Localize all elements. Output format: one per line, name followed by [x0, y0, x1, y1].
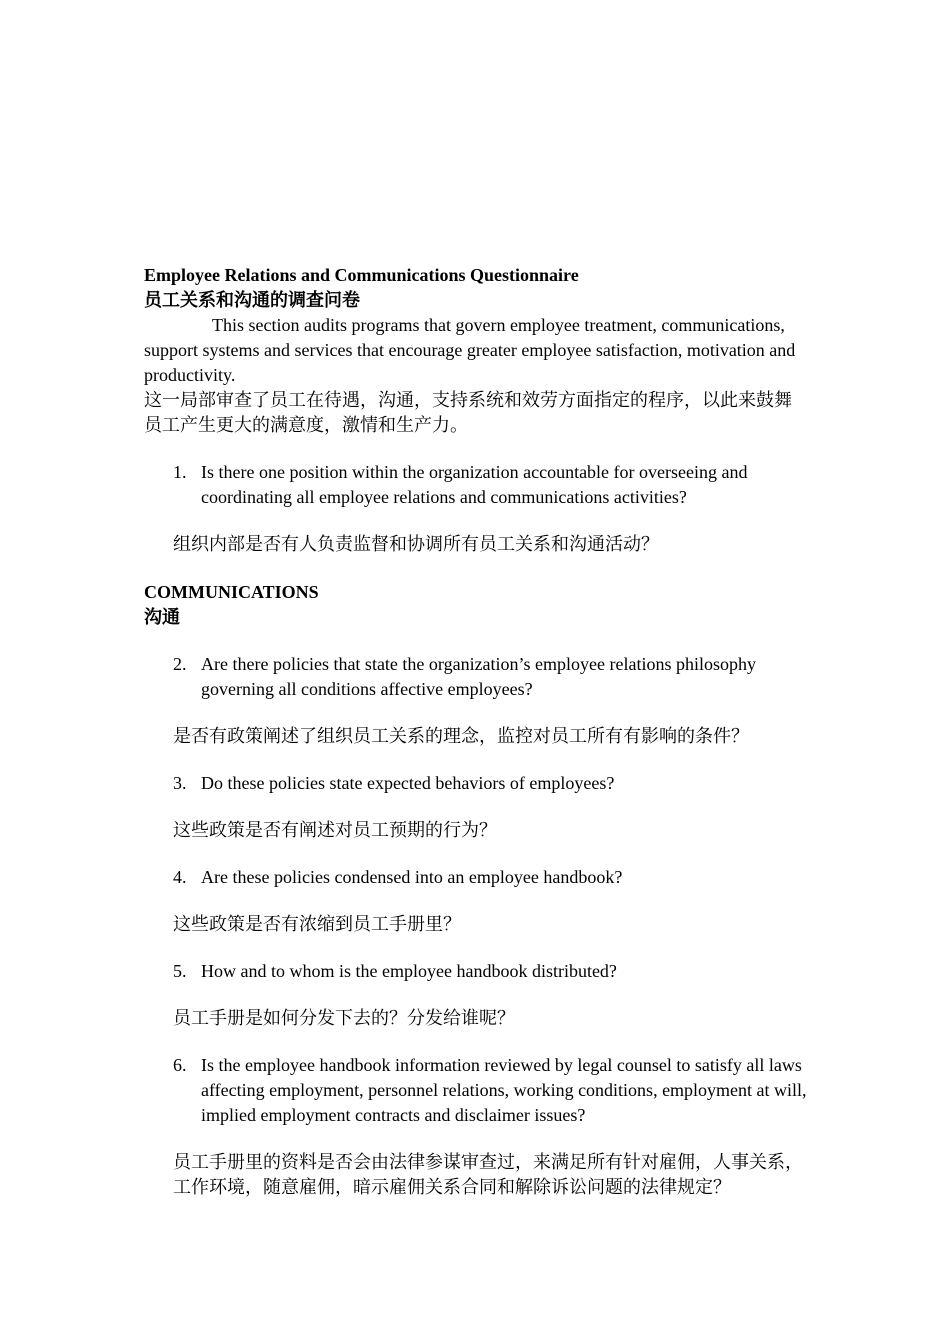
document-title: Employee Relations and Communications Questionnaire: [144, 265, 579, 285]
question-3-cn: 这些政策是否有阐述对员工预期的行为？: [173, 820, 497, 840]
question-6-cn: 员工手册里的资料是否会由法律参谋审查过，来满足所有针对雇佣，人事关系，工作环境，随意雇佣，暗示雇佣关系合同和解除诉讼问题的法律规定？: [173, 1152, 803, 1197]
document-body: [144, 263, 809, 1200]
question-3: [144, 771, 809, 796]
question-6: [144, 1053, 809, 1128]
question-text: Is there one position within the organization accountable for overseeing and coordinating all employee relations and communications activities?: [201, 462, 748, 507]
intro-paragraph-cn: 这一局部审查了员工在待遇，沟通，支持系统和效劳方面指定的程序，以此来鼓舞员工产生更大的满意度，激情和生产力。: [144, 390, 792, 435]
question-number: 5.: [173, 961, 187, 981]
question-1: [144, 460, 809, 510]
question-text: Do these policies state expected behaviors of employees?: [201, 773, 615, 793]
question-text: Is the employee handbook information reviewed by legal counsel to satisfy all laws affecting employment, personnel relations, working conditions, employment at will, implied employment contracts and disclaimer issues?: [201, 1055, 807, 1125]
intro-paragraph: This section audits programs that govern employee treatment, communications, support systems and services that encourage greater employee satisfaction, motivation and productivity.: [144, 315, 796, 385]
question-text: How and to whom is the employee handbook distributed?: [201, 961, 617, 981]
question-4: [144, 865, 809, 890]
section-heading: COMMUNICATIONS: [144, 582, 319, 602]
question-4-cn: 这些政策是否有浓缩到员工手册里？: [173, 914, 461, 934]
question-5-cn: 员工手册是如何分发下去的？分发给谁呢？: [173, 1008, 515, 1028]
question-text: Are there policies that state the organization’s employee relations philosophy governing all conditions affective employees?: [201, 654, 757, 699]
section-heading-cn: 沟通: [144, 607, 180, 627]
question-2-cn: 是否有政策阐述了组织员工关系的理念，监控对员工所有有影响的条件？: [173, 726, 749, 746]
question-2: [144, 652, 809, 702]
question-number: 3.: [173, 773, 187, 793]
question-number: 2.: [173, 654, 187, 674]
question-1-cn: 组织内部是否有人负责监督和协调所有员工关系和沟通活动？: [173, 534, 659, 554]
question-text: Are these policies condensed into an employee handbook?: [201, 867, 623, 887]
document-title-cn: 员工关系和沟通的调查问卷: [144, 290, 360, 310]
question-number: 4.: [173, 867, 187, 887]
question-5: [144, 959, 809, 984]
question-number: 6.: [173, 1055, 187, 1075]
question-number: 1.: [173, 462, 187, 482]
